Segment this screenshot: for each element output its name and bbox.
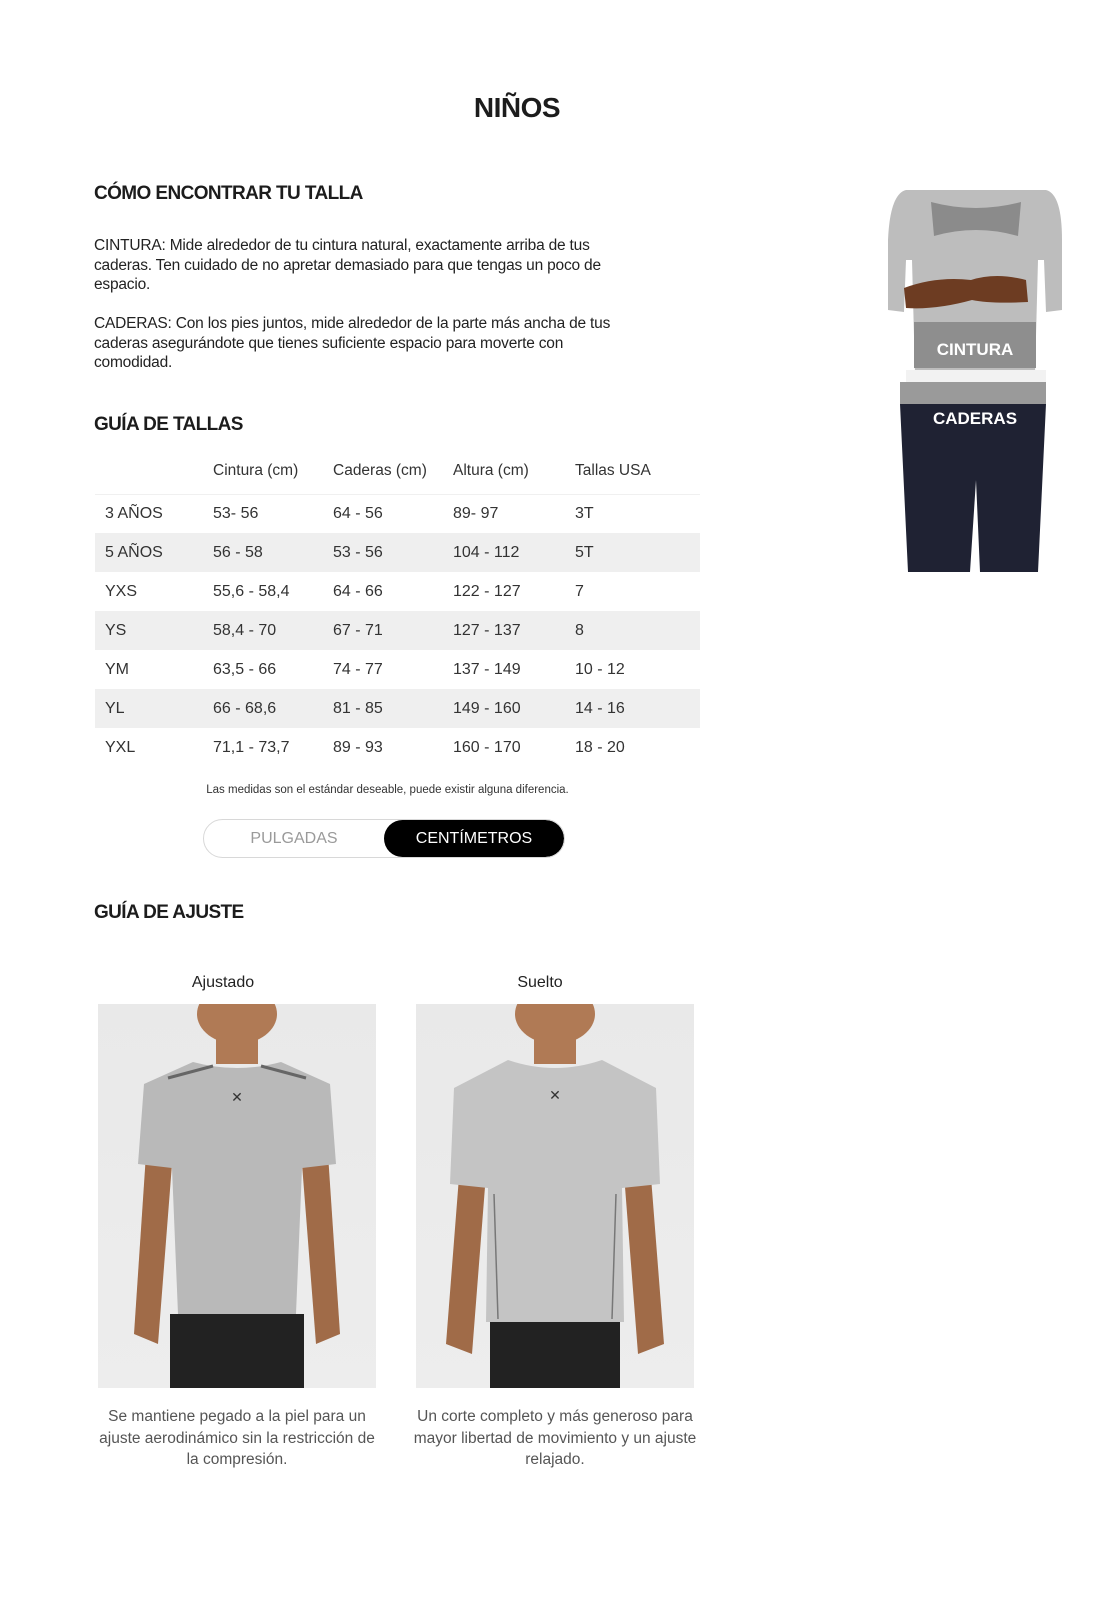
logo-icon: ✕ <box>231 1090 243 1106</box>
cell-usa: 5T <box>575 533 700 572</box>
tight-fit-image <box>98 1004 376 1388</box>
cell-height: 160 - 170 <box>453 738 521 756</box>
table-header-row <box>95 448 700 494</box>
hips-band-label: CADERAS <box>932 409 1018 428</box>
centimeters-option[interactable]: CENTÍMETROS <box>384 820 564 857</box>
cell-usa: 8 <box>575 611 700 650</box>
measurement-disclaimer: Las medidas son el estándar deseable, puede existir alguna diferencia. <box>206 784 569 796</box>
fit-label-loose: Suelto <box>517 974 563 991</box>
cell-waist: 56 - 58 <box>213 533 333 572</box>
cell-size: YL <box>95 689 213 728</box>
cell-hips: 89 - 93 <box>333 738 383 756</box>
table-row <box>95 572 700 611</box>
column-header-height: Altura (cm) <box>453 448 575 494</box>
hips-instructions: CADERAS: Con los pies juntos, mide alrededor de la parte más ancha de tus caderas asegurándote que tienes suficiente espacio para moverte con comodidad. <box>94 315 611 371</box>
table-row <box>95 611 700 650</box>
table-row <box>95 494 700 533</box>
fit-caption-tight: Se mantiene pegado a la piel para un ajuste aerodinámico sin la restricción de la compresión. <box>99 1408 375 1468</box>
cell-size: YS <box>95 611 213 650</box>
cell-waist: 55,6 - 58,4 <box>213 582 290 600</box>
cell-size: YM <box>105 660 129 678</box>
table-row <box>95 728 700 767</box>
unit-toggle[interactable] <box>203 819 565 858</box>
size-guide-heading: GUÍA DE TALLAS <box>94 414 243 435</box>
cell-waist: 53- 56 <box>213 504 259 522</box>
cell-usa: 18 - 20 <box>575 738 625 756</box>
cell-hips: 74 - 77 <box>333 660 383 678</box>
cell-height: 137 - 149 <box>453 660 521 678</box>
how-to-heading: CÓMO ENCONTRAR TU TALLA <box>94 183 363 204</box>
cell-waist: 58,4 - 70 <box>213 611 333 650</box>
fit-guide-heading: GUÍA DE AJUSTE <box>94 902 244 923</box>
cell-height: 89- 97 <box>453 504 499 522</box>
cell-usa: 14 - 16 <box>575 689 700 728</box>
cell-waist: 63,5 - 66 <box>213 660 277 678</box>
cell-waist: 66 - 68,6 <box>213 689 333 728</box>
measurement-figure-image <box>876 180 1081 580</box>
table-row <box>95 533 700 572</box>
cell-usa: 7 <box>575 582 584 600</box>
cell-hips: 81 - 85 <box>333 689 453 728</box>
fit-caption-loose: Un corte completo y más generoso para mayor libertad de movimiento y un ajuste relajado. <box>413 1408 697 1468</box>
cell-hips: 64 - 56 <box>333 504 383 522</box>
cell-height: 149 - 160 <box>453 689 575 728</box>
table-row <box>95 650 700 689</box>
column-header-size <box>95 448 213 494</box>
page-title: NIÑOS <box>473 92 561 123</box>
cell-hips: 67 - 71 <box>333 611 453 650</box>
cell-size: 5 AÑOS <box>95 533 213 572</box>
waist-band-label: CINTURA <box>936 340 1014 359</box>
cell-waist: 71,1 - 73,7 <box>213 738 290 756</box>
logo-icon: ✕ <box>549 1088 561 1104</box>
cell-size: YXS <box>105 582 138 600</box>
cell-height: 122 - 127 <box>453 582 521 600</box>
column-header-hips: Caderas (cm) <box>333 448 453 494</box>
cell-hips: 53 - 56 <box>333 533 453 572</box>
table-row <box>95 689 700 728</box>
size-table <box>95 448 700 767</box>
cell-size: 3 AÑOS <box>105 504 163 522</box>
cell-usa: 10 - 12 <box>575 660 625 678</box>
cell-usa: 3T <box>575 504 594 522</box>
loose-fit-image <box>416 1004 694 1388</box>
fit-label-tight: Ajustado <box>191 974 255 991</box>
cell-size: YXL <box>105 738 136 756</box>
cell-hips: 64 - 66 <box>333 582 383 600</box>
cell-height: 127 - 137 <box>453 611 575 650</box>
column-header-waist: Cintura (cm) <box>213 448 333 494</box>
cell-height: 104 - 112 <box>453 533 575 572</box>
column-header-usa: Tallas USA <box>575 448 700 494</box>
waist-instructions: CINTURA: Mide alrededor de tu cintura natural, exactamente arriba de tus caderas. Ten cuidado de no apretar demasiado para que tengas un poco de espacio. <box>94 237 601 293</box>
inches-option[interactable]: PULGADAS <box>250 829 338 847</box>
